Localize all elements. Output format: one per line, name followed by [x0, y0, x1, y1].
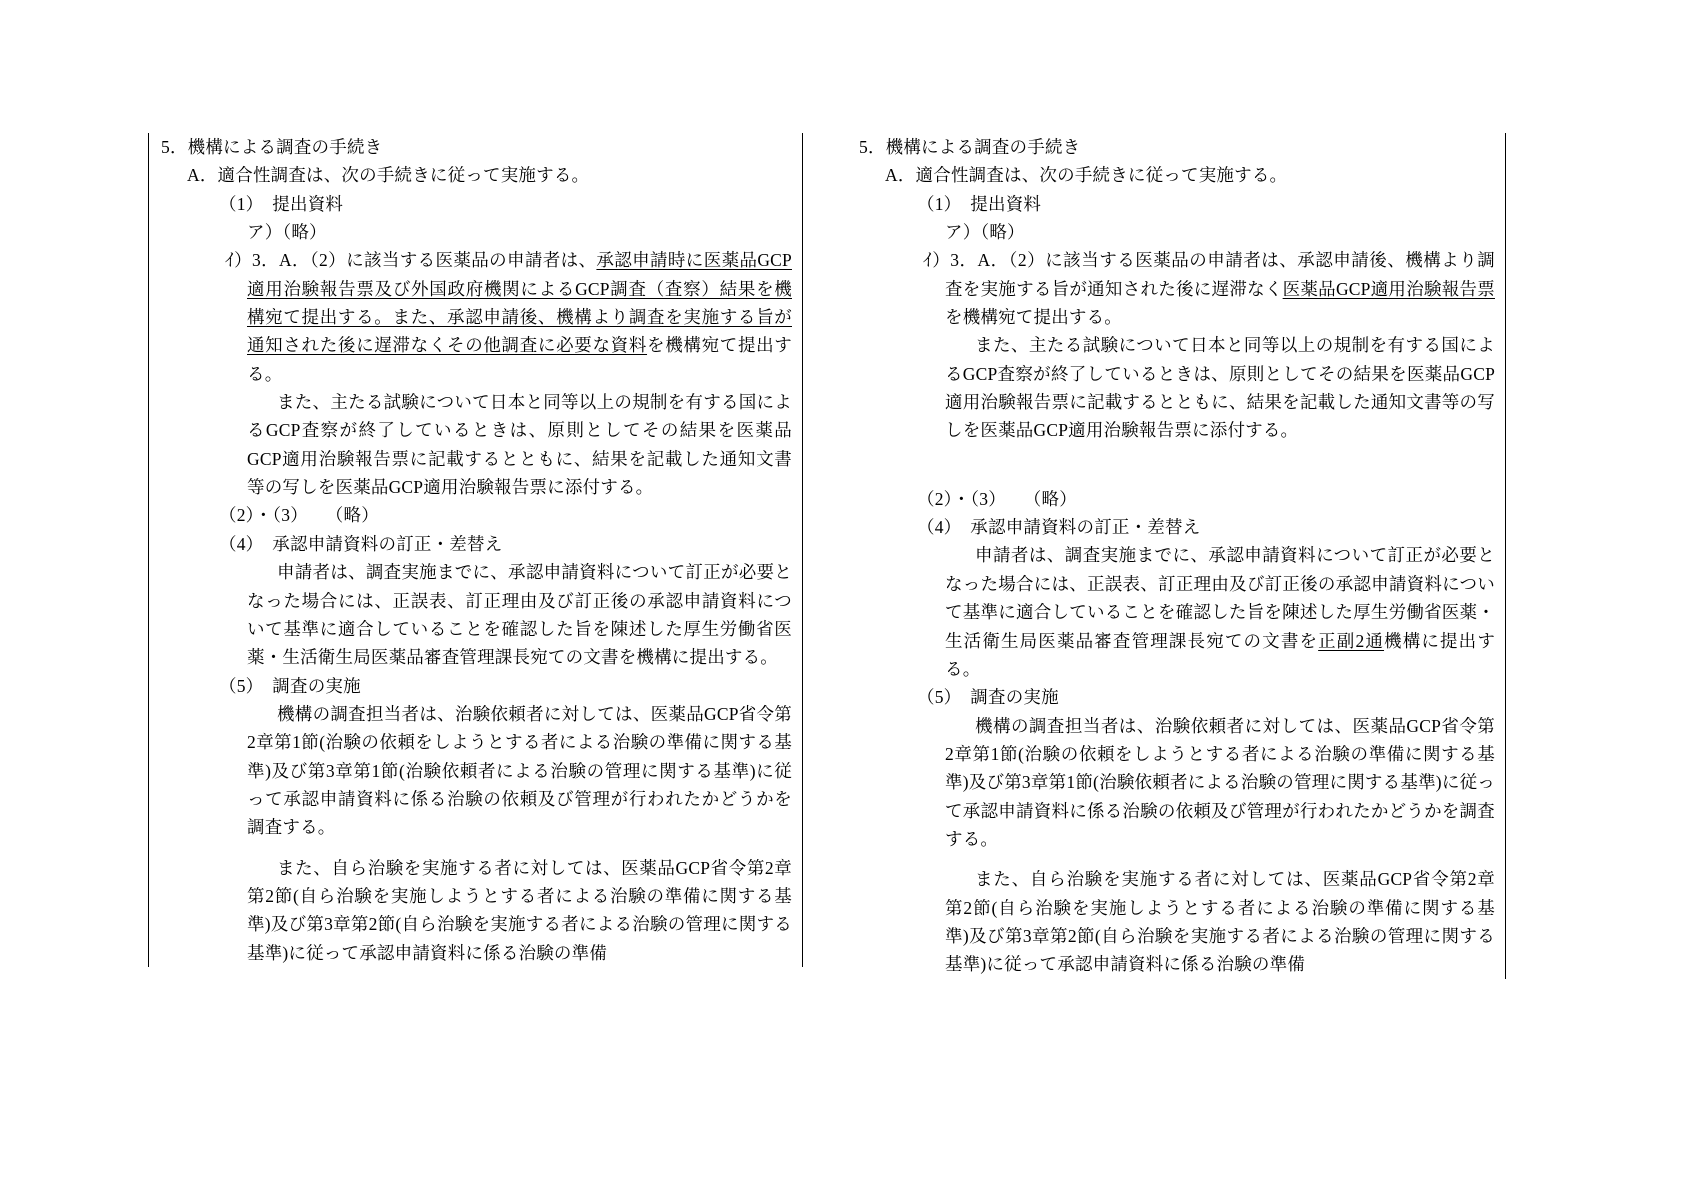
item-4-correction-revised: （4） 承認申請資料の訂正・差替え [917, 517, 1201, 538]
item-4-correction: （4） 承認申請資料の訂正・差替え [219, 533, 503, 554]
run-plain-2: 機構に提出する。 [945, 630, 1496, 679]
run-plain-2: を機構宛て提出する。 [945, 307, 1122, 328]
item-i-katakana [225, 246, 793, 388]
item-1-submission-materials-revised: （1） 提出資料 [917, 193, 1042, 214]
paragraph-spacer [859, 853, 1495, 865]
item-i-katakana-revised [923, 246, 1495, 331]
item-5-body-1-revised: 機構の調査担当者は、治験依頼者に対しては、医薬品GCP省令第2章第1節(治験の依頼をしようとする者による治験の準備に関する基準)及び第3章第1節(治験依頼者による治験の管理に関する基準)に従って承認申請資料に係る治験の依頼及び管理が行われたかどうかを調査する。 [945, 715, 1495, 849]
run-plain-1: ｲ）3．A．（2）に該当する医薬品の申請者は、 [225, 250, 597, 271]
item-2-3: （2）・（3） （略） [219, 505, 379, 526]
item-a-katakana-revised: ア）（略） [945, 222, 1025, 243]
item-5-body-2: また、自ら治験を実施する者に対しては、医薬品GCP省令第2章第2節(自ら治験を実施しようとする者による治験の準備に関する基準)及び第3章第2節(自ら治験を実施する者による治験の管理に関する基準)に従って承認申請資料に係る治験の準備 [247, 857, 792, 963]
right-column [851, 133, 1506, 979]
run-plain-1: 申請者は、調査実施までに、承認申請資料について訂正が必要となった場合には、正誤表、訂正理由及び訂正後の承認申請資料について基準に適合していることを確認した旨を陳述した厚生労働省医薬・生活衛生局医薬品審査管理課長宛ての文書を [945, 545, 1495, 651]
item-1-submission-materials: （1） 提出資料 [219, 193, 344, 214]
item-4-body-revised [945, 541, 1495, 683]
run-underlined-1: 承認申請時に医薬品GCP適用治験報告票及び外国政府機関によるGCP調査（査察）結果を機構宛て提出する。また、承認申請後、機構より調査を実施する旨が通知された後に遅滞なく [247, 250, 792, 356]
item-5-body-1: 機構の調査担当者は、治験依頼者に対しては、医薬品GCP省令第2章第1節(治験の依頼をしようとする者による治験の準備に関する基準)及び第3章第1節(治験依頼者による治験の管理に関する基準)に従って承認申請資料に係る治験の依頼及び管理が行われたかどうかを調査する。 [247, 703, 792, 838]
left-column [148, 133, 803, 967]
item-i-paragraph-2: また、主たる試験について日本と同等以上の規制を有する国によるGCP査察が終了しているときは、原則としてその結果を医薬品GCP適用治験報告票に記載するとともに、結果を記載した通知文書等の写しを医薬品GCP適用治験報告票に添付する。 [247, 392, 792, 498]
run-underlined-1: 正副2通 [1318, 630, 1385, 651]
run-plain-1: ｲ）3．A．（2）に該当する医薬品の申請者は、承認申請後、機構より調査を実施する旨が通知された後に遅滞なく [923, 250, 1495, 299]
item-4-body: 申請者は、調査実施までに、承認申請資料について訂正が必要となった場合には、正誤表、訂正理由及び訂正後の承認申請資料について基準に適合していることを確認した旨を陳述した厚生労働省医薬・生活衛生局医薬品審査管理課長宛ての文書を機構に提出する。 [247, 562, 792, 668]
heading-section-5: 5．機構による調査の手続き [161, 137, 383, 157]
item-a-revised: A．適合性調査は、次の手続きに従って実施する。 [885, 165, 1288, 186]
item-a-katakana: ア）（略） [247, 222, 327, 243]
item-i-paragraph-2-revised: また、主たる試験について日本と同等以上の規制を有する国によるGCP査察が終了しているときは、原則としてその結果を医薬品GCP適用治験報告票に記載するとともに、結果を記載した通知文書等の写しを医薬品GCP適用治験報告票に添付する。 [945, 335, 1495, 441]
item-a: A．適合性調査は、次の手続きに従って実施する。 [187, 165, 590, 186]
two-column-comparison [148, 133, 1568, 979]
paragraph-spacer [161, 842, 792, 854]
run-underlined-2: その他調査に必要な資料 [447, 335, 648, 356]
item-5-body-2-revised: また、自ら治験を実施する者に対しては、医薬品GCP省令第2章第2節(自ら治験を実施しようとする者による治験の準備に関する基準)及び第3章第2節(自ら治験を実施する者による治験の管理に関する基準)に従って承認申請資料に係る治験の準備 [945, 869, 1495, 975]
heading-section-5-revised: 5．機構による調査の手続き [859, 137, 1081, 157]
run-plain-2: を機構宛て提出する。 [247, 335, 793, 384]
item-2-3-revised: （2）・（3） （略） [917, 488, 1077, 509]
item-5-inspection: （5） 調査の実施 [219, 675, 361, 696]
item-5-inspection-revised: （5） 調査の実施 [917, 687, 1059, 708]
run-underlined-1: 医薬品GCP適用治験報告票 [1282, 278, 1495, 299]
section-spacer [859, 445, 1495, 485]
